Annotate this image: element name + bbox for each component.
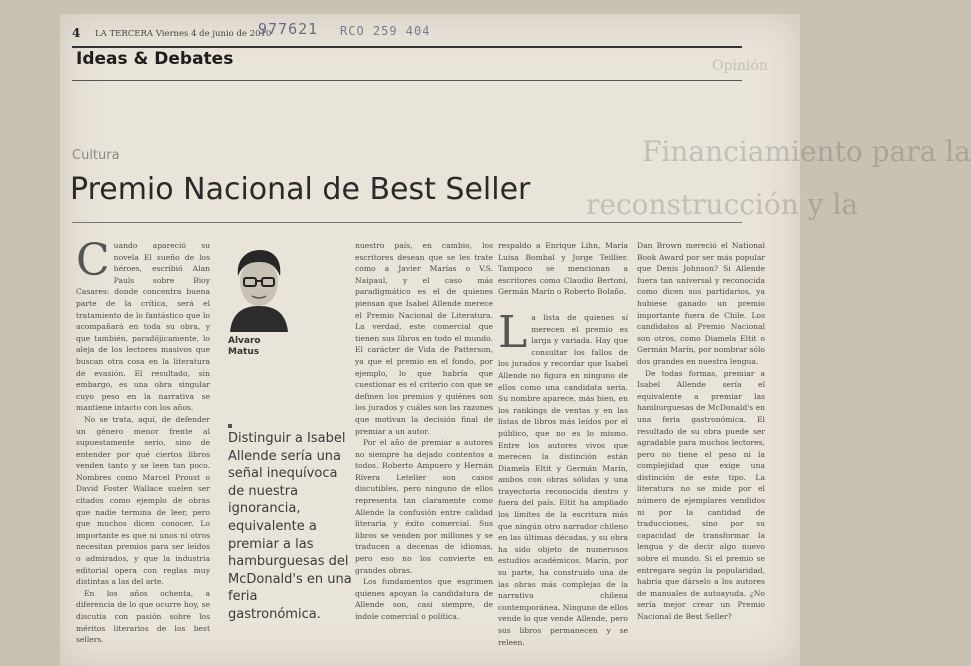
article-headline: Premio Nacional de Best Seller bbox=[70, 172, 531, 207]
bleed-through-text: Financiamiento para la bbox=[642, 135, 971, 168]
paragraph: respaldo a Enrique Lihn, María Luisa Bombal y Jorge Teillier. Tampoco se mencionan a escritores como Claudio Bertoni, Germán Marín o Roberto Bolaño. bbox=[498, 241, 628, 297]
paragraph: Dan Brown mereció el National Book Award por ser más popular que Denis Johnson? Si Allende fuera tan universal y reconocida como dicen sus partidarios, ya hubiese ganado un premio importante fuera de Chile. Los candidatos al Premio Nacional son otros, como Diamela Eltit o Germán Marín, por nombrar sólo dos grandes en nuestra lengua. bbox=[637, 241, 765, 366]
section-title: Ideas & Debates bbox=[76, 49, 234, 69]
paragraph: Por el año de premiar a autores no siempre ha dejado contentos a todos. Roberto Ampuero y Hernán Rivera Letelier son casos discutibles, pero ninguno de ellos representa tan claramente como Allende la confusión entre calidad literaria y éxito comercial. Sus libros se venden por millones y se traducen a decenas de idiomas, pero eso no los convierte en grandes obras. bbox=[355, 438, 493, 575]
headline-rule bbox=[72, 222, 742, 223]
paragraph: En los años ochenta, a diferencia de lo que ocurre hoy, se discutía con pasión sobre los méritos literarios de los best sellers. bbox=[76, 588, 210, 645]
author-portrait bbox=[226, 246, 292, 332]
paragraph: De todas formas, premiar a Isabel Allende sería el equivalente a premiar las hamburguesas de McDonald's en una feria gastronómica. El resultado de su obra puede ser agradable para muchos lectores, pero no tiene el peso ni la complejidad que exige una distinción de este tipo. La literatura no se mide por el número de ejemplares vendidos ni por la cantidad de traducciones, sino por su capacidad de transformar la lengua y de decir algo nuevo sobre el mundo. Si el premio se entregara según la popularidad, habría que dárselo a los autores de manuales de autoayuda. ¿No sería mejor crear un Premio Nacional de Best Seller? bbox=[637, 368, 765, 621]
paragraph: uando apareció su novela El sueño de los héroes, escribió Alan Pauls sobre Bioy Casares: donde concentra buena parte de la crítica, será el tratamiento de lo fantástico que lo acompañará en toda su obra, y que también, paradójicamente, lo aleja de los lectores masivos que buscan otra cosa en la literatura de evasión. El resultado, sin embargo, es una obra singular cuyo peso en la narrativa se mantiene intacto con los años. bbox=[76, 241, 210, 413]
pull-quote-marker bbox=[228, 424, 232, 428]
bleed-through-text: reconstrucción y la bbox=[586, 188, 859, 221]
section-rule bbox=[72, 80, 742, 81]
paragraph: nuestro país, en cambio, los escritores desean que se les trate como a Javier Marías o V.S. Naipaul, y el caso más paradigmático es el de quienes piensan que Isabel Allende merece el Premio Nacional de Literatura. La verdad, este comercial que tienen sus libros en todo el mundo. El carácter de Vida de Patterson, ya que el premio en el fondo, por ejemplo, lo que habría que cuestionar es el criterio con que se definen los premios y quiénes son los jurados y cuáles son las razones que motivan la decisión final de premiar a un autor. bbox=[355, 241, 493, 436]
article-column-3 bbox=[498, 240, 628, 647]
issue-line: LA TERCERA Viernes 4 de junio de 2010 bbox=[95, 29, 272, 39]
author-name: Alvaro Matus bbox=[228, 336, 261, 357]
paragraph: No se trata, aquí, de defender un género menor frente al supuestamente serio, sino de entender por qué ciertos libros venden tanto y se leen tan poco. Nombres como Marcel Proust o David Foster Wallace suelen ser citados como ejemplo de obras que nadie termina de leer, pero que muchos dicen conocer. Lo importante es que ni unos ni otros necesitan premios para ser leídos o admirados, y que la industria editorial opera con reglas muy distintas a las del arte. bbox=[76, 414, 210, 587]
drop-cap: C bbox=[76, 235, 110, 286]
pull-quote: Distinguir a Isabel Allende sería una señal inequívoca de nuestra ignorancia, equivalente a premiar a las hamburguesas del McDonald's en una feria gastronómica. bbox=[228, 431, 352, 622]
top-rule bbox=[72, 46, 742, 48]
page-number: 4 bbox=[72, 26, 81, 40]
article-kicker: Cultura bbox=[72, 148, 120, 163]
bleed-through-text: Opinión bbox=[712, 58, 768, 74]
handwritten-code: 977621 bbox=[258, 20, 319, 38]
article-column-1 bbox=[76, 235, 210, 645]
paragraph: a lista de quienes sí merecen el premio es larga y variada. Hay que consultar los fallos de los jurados y recordar que Isabel Allende no figura en ninguno de ellos como una candidata seria. Su nombre aparece, más bien, en los rankings de ventas y en las listas de libros más leídos por el público, que no es lo mismo. Entre los autores vivos que merecen la distinción están Diamela Eltit y Germán Marín, ambos con obras sólidas y una trayectoria reconocida dentro y fuera del país. Eltit ha ampliado los límites de la escritura más que ningún otro narrador chileno en las últimas décadas, y su obra ha sido objeto de numerosos estudios académicos. Marín, por su parte, ha construido una de las obras más complejas de la narrativa chilena contemporánea. Ninguno de ellos vende lo que vende Allende, pero sus libros permanecen y se releen. bbox=[498, 312, 628, 647]
archive-stamp: RCO 259 404 bbox=[340, 24, 431, 38]
drop-cap: L bbox=[498, 306, 528, 358]
article-column-4 bbox=[637, 240, 765, 625]
article-column-2 bbox=[355, 240, 493, 628]
paragraph: Los fundamentos que esgrimen quienes apoyan la candidatura de Allende son, casi siempre, de índole comercial o política. bbox=[355, 577, 493, 621]
